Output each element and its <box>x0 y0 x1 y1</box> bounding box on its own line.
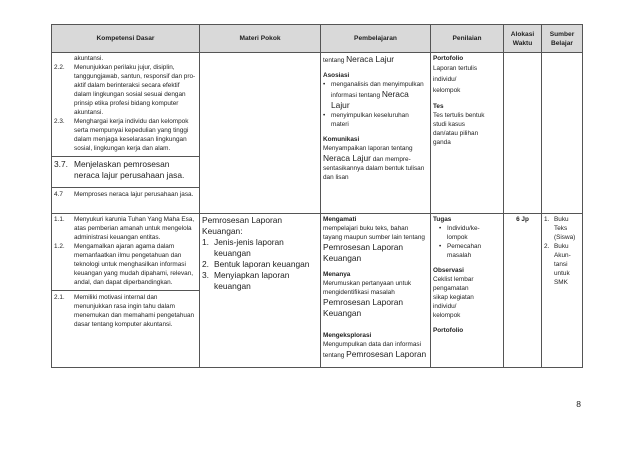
pembelajaran-lead <box>323 54 428 65</box>
kd-text: Menunjukkan perilaku jujur, disiplin, tanggungjawab, santun, responsif dan pro-aktif dalam berinteraksi secara efektif dalam lingkungan sosial sesuai dengan prinsip etika profesi bidang komputer akuntansi. <box>74 64 196 116</box>
materi-text: Jenis-jenis laporan keuangan <box>214 237 284 258</box>
page-number: 8 <box>576 399 581 409</box>
eksplorasi-title: Mengeksplorasi <box>323 332 372 339</box>
tugas-bullet <box>433 224 501 242</box>
kd-item <box>54 117 197 153</box>
komunikasi-title: Komunikasi <box>323 136 360 143</box>
bullet-text: Individu/ke-lompok <box>447 225 480 241</box>
header-sumber-belajar: Sumber Belajar <box>542 25 583 53</box>
mengamati-topic: Pemrosesan Laporan Keuangan <box>323 242 404 263</box>
kd-number: 3.7. <box>54 159 68 169</box>
materi-item <box>202 259 318 270</box>
sumber-cell <box>542 214 583 368</box>
bullet-text: menyimpulkan keseluruhan materi <box>331 112 409 128</box>
syllabus-table <box>51 24 583 368</box>
pembelajaran-cell <box>321 214 431 368</box>
sumber-number: 2. <box>544 243 550 250</box>
kd-number: 1.2. <box>54 243 65 250</box>
observasi-text: Ceklist lembar pengamatan sikap kegiatan individu/ kelompok <box>433 276 474 319</box>
header-kompetensi-dasar: Kompetensi Dasar <box>52 25 200 53</box>
eksplorasi-text: Mengumpulkan data dan informasi <box>323 341 422 348</box>
bullet-icon: • <box>439 243 442 250</box>
sumber-item <box>544 242 580 287</box>
tes-text: Tes tertulis bentuk studi kasus dan/atau pilihan ganda <box>433 112 485 146</box>
sumber-cell <box>542 53 583 214</box>
asosiasi-title: Asosiasi <box>323 72 350 79</box>
mengamati-text: mempelajari buku teks, bahan tayang maupun sumber lain tentang <box>323 225 425 241</box>
kd-item <box>54 215 197 242</box>
sumber-text: Buku Akun-tansi untuk SMK <box>554 243 571 286</box>
komunikasi-text: Menyampaikan laporan tentang Neraca Lajur dan mempre-sentasikannya dalam bentuk tulisan dan lisan <box>323 145 425 181</box>
menanya-title: Menanya <box>323 271 351 278</box>
tes-title: Tes <box>433 103 444 110</box>
kd-text: Menjelaskan pemrosesan neraca lajur perusahaan jasa. <box>74 159 185 180</box>
observasi-title: Observasi <box>433 267 464 274</box>
kd-number: 4.7 <box>54 191 63 198</box>
kd-item-4-7 <box>52 187 199 199</box>
lead-topic: Neraca Lajur <box>346 54 395 64</box>
portofolio-title: Portofolio <box>433 327 464 334</box>
portofolio-title: Portofolio <box>433 55 464 62</box>
pembelajaran-cell <box>321 53 431 214</box>
materi-item <box>202 270 318 292</box>
materi-number: 1. <box>202 237 209 247</box>
kd-text: Menghargai kerja individu dan kelompok serta mempunyai kepedulian yang tinggi dalam menjaga keselarasan lingkungan sosial, lingkungan kerja dan alam. <box>74 118 189 152</box>
kd-item-3-7 <box>52 156 199 181</box>
materi-text: Menyiapkan laporan keuangan <box>214 270 290 291</box>
header-alokasi-waktu: Alokasi Waktu <box>504 25 542 53</box>
kd-number: 1.1. <box>54 216 65 223</box>
table-row <box>52 214 583 368</box>
sumber-text: Buku Teks (Siswa) <box>554 216 576 241</box>
materi-cell <box>200 214 321 368</box>
kd-cell <box>52 53 200 214</box>
kd-item <box>54 63 197 117</box>
kd-cell <box>52 214 200 368</box>
kd-text: Memiliki motivasi internal dan menunjukkan rasa ingin tahu dalam menemukan dan memahami pengetahuan dasar tentang komputer akuntansi. <box>74 294 195 328</box>
menanya-topic: Pemrosesan Laporan Keuangan <box>323 297 404 318</box>
kd-number: 2.2. <box>54 64 65 71</box>
materi-number: 3. <box>202 270 209 280</box>
mengamati-title: Mengamati <box>323 216 357 223</box>
bullet-text: Pemecahan masalah <box>447 243 482 259</box>
materi-title: Pemrosesan Laporan Keuangan: <box>202 215 283 236</box>
alokasi-cell <box>504 53 542 214</box>
materi-cell <box>200 53 321 214</box>
asosiasi-bullet <box>323 80 428 111</box>
eksplorasi-topic: tentang Pemrosesan Laporan <box>323 349 427 359</box>
kd-text: Mengamalkan ajaran agama dalam memanfaatkan ilmu pengetahuan dan teknologi untuk menghasilkan informasi keuangan yang mudah dipahami, relevan, andal, dan dapat diperbandingkan. <box>74 243 194 286</box>
tugas-bullet <box>433 242 501 260</box>
penilaian-cell <box>431 53 504 214</box>
sumber-item <box>544 215 580 242</box>
kd-number: 2.3. <box>54 118 65 125</box>
bullet-icon: • <box>439 225 442 232</box>
penilaian-cell <box>431 214 504 368</box>
menanya-text: Merumuskan pertanyaan untuk mengidentifikasi masalah <box>323 280 412 296</box>
kd-text: Memproses neraca lajur perusahaan jasa. <box>74 191 194 198</box>
bullet-text: menganalisis dan menyimpulkan informasi tentang Neraca Lajur <box>331 81 424 110</box>
table-row <box>52 53 583 214</box>
lead-text: tentang <box>323 57 347 64</box>
materi-item <box>202 237 318 259</box>
kd-number: 2.1. <box>54 294 65 301</box>
kd-item <box>54 242 197 287</box>
asosiasi-bullet <box>323 111 428 129</box>
tugas-title: Tugas <box>433 216 452 223</box>
table-header-row <box>52 25 583 53</box>
alokasi-cell: 6 Jp <box>504 214 542 368</box>
portofolio-text: Laporan tertulis individu/ kelompok <box>433 65 478 94</box>
bullet-icon: • <box>323 112 326 119</box>
sumber-number: 1. <box>544 216 550 223</box>
header-penilaian: Penilaian <box>431 25 504 53</box>
header-materi-pokok: Materi Pokok <box>200 25 321 53</box>
kd-lead: akuntansi. <box>74 55 104 62</box>
kd-item-2-1 <box>52 290 199 329</box>
kd-text: Menyukuri karunia Tuhan Yang Maha Esa, atas pemberian amanah untuk mengelola administrasi keuangan entitas. <box>74 216 195 241</box>
materi-text: Bentuk laporan keuangan <box>214 259 310 269</box>
materi-number: 2. <box>202 259 209 269</box>
header-pembelajaran: Pembelajaran <box>321 25 431 53</box>
bullet-icon: • <box>323 81 326 88</box>
